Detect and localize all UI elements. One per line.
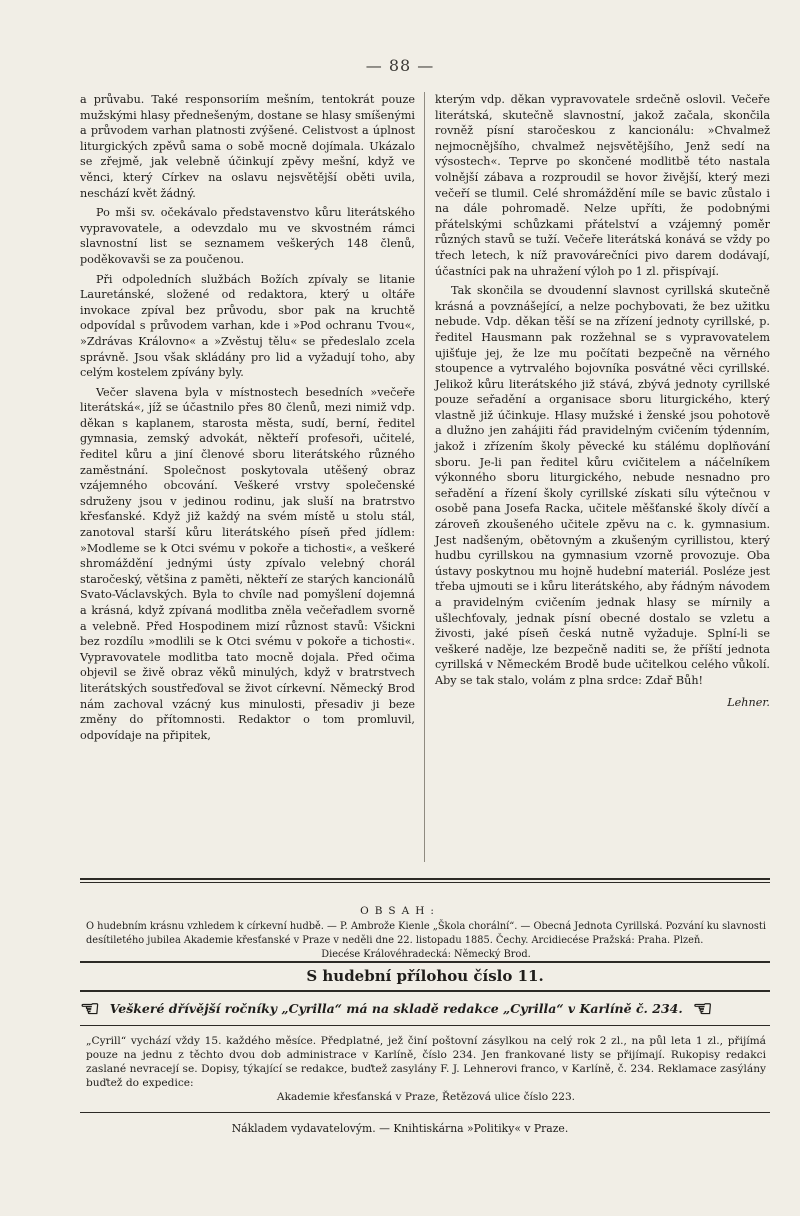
- paragraph: Tak skončila se dvoudenní slavnost cyrillská skutečně krásná a povznášející, a nelze pochybovati, že bez užitku nebude. Vdp. děkan těší se na zřízení jednoty cyrillské, p. ředitel Hausmann pak rozžehnal se s vypravovatelem ujišťuje jej, že lze mu počítati bezpečně na věrného stoupence a vytrvalého bojovníka posvátné věci cyrillské. Jelikož kůru literátského již stává, zbývá jednoty cyrillské pouze seřadění a organisace sboru liturgického, který vlastně již účinkuje. Hlasy mužské i ženské jsou pohotově a dlužno jen zahájiti řád pravidelným cvičením týdenním, jakož i zřízením školy pěvecké ku stálému doplňování sboru. Je-li pan ředitel kůru cvičitelem a náčelníkem výkonného sboru liturgického, nebude nesnadno pro seřadění a řízení školy cyrillské získati sílu výtečnou v osobě pana Josefa Racka, učitele měšťanské školy dívčí a zároveň zkoušeného učitele zpěvu na c. k. gymnasium. Jest nadšeným, obětovným a zkušeným cyrillistou, který hudbu cyrillskou na gymnasium vzorně provozuje. Oba ústavy poskytnou mu hojně hudební materiál. Posléze jest třeba ujmouti se i kůru literátského, aby řádným návodem a pravidelným cvičením jednak hlasy se mírnily a ušlechťovaly, jednak písní obecné dostalo se vzletu a živosti, jaké píseň česká nutně vyžaduje. Splní-li se veškeré naděje, lze bezpečně naditi se, že příští jednota cyrillská v Německém Brodě bude učitelkou celého vůkolí. Aby se tak stalo, volám z plna srdce: Zdař Bůh!: [435, 284, 770, 687]
- pointing-hand-icon: ☞: [80, 995, 100, 1022]
- divider-rule: [80, 1025, 770, 1026]
- contents-diocese: Diecése Královéhradecká: Německý Brod.: [321, 949, 531, 960]
- paragraph: kterým vdp. děkan vypravovatele srdečně oslovil. Večeře literátská, skutečně slavnostní, jakož začala, skončila rovněž písní staročeskou z kancionálu: »Chvalmež nejmocnějšího, chvalmež nejsvětějšího, Jenž sedí na výsostech«. Teprve po skončené modlitbě této nastala volnější zábava a rozproudil se hovor živější, který mezi večeří se tlumil. Celé shromáždění míle se bavic zůstalo i na dále pohromadě. Nelze upříti, že podobnými přátelskými schůzkami přátelství a vzájemný poměr různých stavů se tuží. Večeře literátská konává se vždy po třech letech, k níž pravovárečníci pivo darem dodávají, účastníci pak na uhražení výloh po 1 zl. přispívají.: [435, 93, 770, 278]
- article-columns: [80, 92, 770, 862]
- contents-list: O hudebním krásnu vzhledem k církevní hudbě. — P. Ambrože Kienle „Škola chorální“. — Obecná Jednota Cyrillská. Pozvání ku slavnosti desítiletého jubilea Akademie křesťanské v Praze v neděli dne 22. listopadu 1885. Čechy. Arcidiecése Pražská: Praha. Plzeň.: [86, 921, 766, 946]
- divider-rule: [80, 1112, 770, 1113]
- paragraph: Večer slavena byla v místnostech besedních »večeře literátská«, jíž se účastnilo přes 80 členů, mezi nimiž vdp. děkan s kaplanem, starosta města, sudí, berní, ředitel gymnasia, zemský advokát, někteří profesoři, učitelé, ředitel kůru a jiní členové sboru literátského různého zaměstnání. Společnost poskytovala utěšený obraz vzájemného obcování. Veškeré vrstvy společenské sdruženy jsou v jedinou rodinu, jak sluší na bratrstvo křesťanské. Když již každý na svém místě u stolu stál, zanotoval starší kůru literátského píseň před jídlem: »Modleme se k Otci svému v pokoře a tichosti«, a veškeré shromáždění jednými ústy zpívalo velebný chorál staročeský, většina z paměti, někteří ze starých kancionálů Svato-Václavských. Byla to chvíle nad pomyšlení dojemná a krásná, když zpívaná modlitba zněla večeřadlem svorně a velebně. Před Hospodinem mizí různost stavů: Všickni bez rozdílu »modlili se k Otci svému v pokoře a tichosti«. Vypravovatele modlitba tato mocně dojala. Před očima objevil se živě obraz věků minulých, když v bratrstvech literátských soustřeďoval se život církevní. Německý Brod nám zachoval vzácný kus minulosti, přesadiv ji beze změny do přítomnosti. Redaktor o tom promluvil, odpovídaje na připitek,: [80, 385, 415, 742]
- supplement-notice: S hudební přílohou číslo 11.: [306, 967, 544, 985]
- subscription-text: „Cyrill“ vychází vždy 15. každého měsíce. Předplatné, jež činí poštovní zásylkou na celý rok 2 zl., na půl leta 1 zl., přijímá pouze na jednu z těchto dvou dob administrace v Karlíně, číslo 234. Jen frankované listy se přijímají. Rukopisy redakci zaslané nevracejí se. Dopisy, týkající se redakce, buďtež zasylány F. J. Lehnerovi franco, v Karlíně, č. 234. Reklamace zasýlány buďtež do expedice:: [86, 1035, 766, 1089]
- paragraph: Po mši sv. očekávalo představenstvo kůru literátského vypravovatele, a odevzdalo mu ve skvostném rámci slavnostní list se seznamem veškerých 148 členů, poděkovavši se za poučenou.: [80, 206, 415, 266]
- advertisement-text: Veškeré dřívější ročníky „Cyrilla“ má na skladě redakce „Cyrilla“ v Karlíně č. 234.: [109, 1001, 683, 1016]
- page-number: — 88 —: [365, 56, 435, 75]
- subscription-info: [86, 1034, 766, 1104]
- column-left: [80, 92, 415, 862]
- author-signature: Lehner.: [727, 695, 770, 709]
- paragraph: Při odpoledních službách Božích zpívaly se litanie Lauretánské, složené od redaktora, který u oltáře invokace zpíval bez průvodu, sbor pak na kruchtě odpovídal s průvodem varhan, kde i »Pod ochranu Tvou«, »Zdrávas Královno« a »Zvěstuj tělu« se předeslalo zcela správně. Jsou však skládány pro lid a vyžadují toho, aby celým kostelem zpívány byly.: [80, 272, 415, 380]
- divider-rule: [80, 990, 770, 992]
- column-right: [435, 92, 770, 862]
- contents-text: [86, 920, 766, 962]
- divider-rule: [80, 878, 770, 880]
- divider-rule: [80, 882, 770, 883]
- divider-rule: [80, 961, 770, 963]
- pointing-hand-icon: ☜: [692, 995, 713, 1022]
- imprint: Nákladem vydavatelovým. — Knihtiskárna »Politiky« v Praze.: [231, 1122, 569, 1135]
- advertisement-line: [80, 995, 770, 1022]
- expedition-address: Akademie křesťanská v Praze, Řetězová ulice číslo 223.: [276, 1091, 576, 1103]
- column-divider: [424, 92, 425, 862]
- contents-title: OBSAH:: [360, 905, 440, 917]
- paragraph: a průvabu. Také responsoriím mešním, tentokrát pouze mužskými hlasy přednešeným, dostane se hlasy smíšenými a průvodem varhan platnosti zvýšené. Celistvost a úplnost liturgických zpěvů sama o sobě mocně dojímala. Ukázalo se zřejmě, jak velebně účinkují zpěvy mešní, když ve věnci, který Církev na oslavu nejsvětější oběti uvila, neschází květ žádný.: [80, 93, 415, 200]
